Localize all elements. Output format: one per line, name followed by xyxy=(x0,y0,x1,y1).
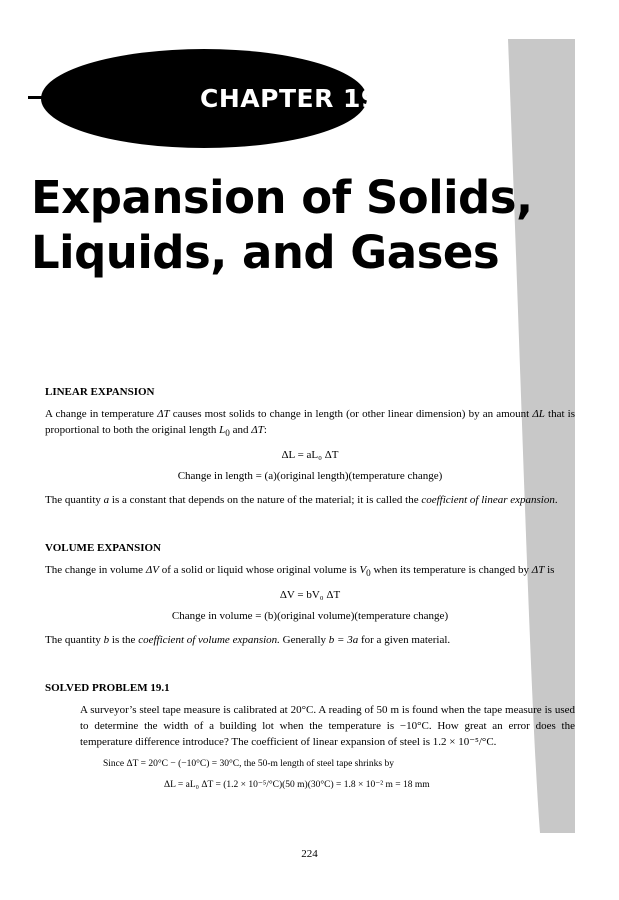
chapter-label: CHAPTER 19 xyxy=(200,84,379,113)
volume-equation: ΔV = bV₀ ΔT xyxy=(279,589,341,602)
page-body xyxy=(45,384,575,792)
page-number: 224 xyxy=(301,848,318,860)
chapter-title-line-1: Expansion of Solids, xyxy=(31,171,533,224)
linear-equation-words: Change in length = (a)(original length)(temperature change) xyxy=(177,470,443,483)
volume-coefficient-text: The quantity b is the coefficient of volume expansion. Generally b = 3a for a given material. xyxy=(45,634,451,647)
linear-expansion-heading: LINEAR EXPANSION xyxy=(45,386,155,398)
linear-intro: A change in temperature ΔT causes most solids to change in length (or other linear dimension) by an amount ΔL that is proportional to both the original length $L_0$ and ΔT: xyxy=(45,408,575,439)
linear-coefficient-text: The quantity a is a constant that depends on the nature of the material; it is called the coefficient of linear expansion. xyxy=(45,494,558,507)
volume-equation-words: Change in volume = (b)(original volume)(temperature change) xyxy=(171,610,449,623)
solution-line: Since ΔT = 20°C − (−10°C) = 30°C, the 50-m length of steel tape shrinks by xyxy=(103,759,395,770)
chapter-title xyxy=(31,170,533,280)
linear-equation: ΔL = aL₀ ΔT xyxy=(281,449,339,462)
solved-problem-heading: SOLVED PROBLEM 19.1 xyxy=(45,682,170,695)
solution-equation: ΔL = aL₀ ΔT = (1.2 × 10⁻⁵/°C)(50 m)(30°C) = 1.8 × 10⁻² m = 18 mm xyxy=(164,780,430,791)
volume-expansion-heading: VOLUME EXPANSION xyxy=(45,542,161,555)
solved-problem-text: A surveyor’s steel tape measure is calibrated at 20°C. A reading of 50 m is found when the tape measure is used to determine the width of a building lot when the temperature is −10°C. How great an error does the temperature difference introduce? The coefficient of linear expansion of steel is 1.2 × 10⁻⁵/°C. xyxy=(80,704,575,749)
volume-intro: The change in volume ΔV of a solid or liquid whose original volume is $V_0$ when its temperature is changed by ΔT is xyxy=(45,564,555,579)
chapter-title-line-2: Liquids, and Gases xyxy=(31,226,500,279)
